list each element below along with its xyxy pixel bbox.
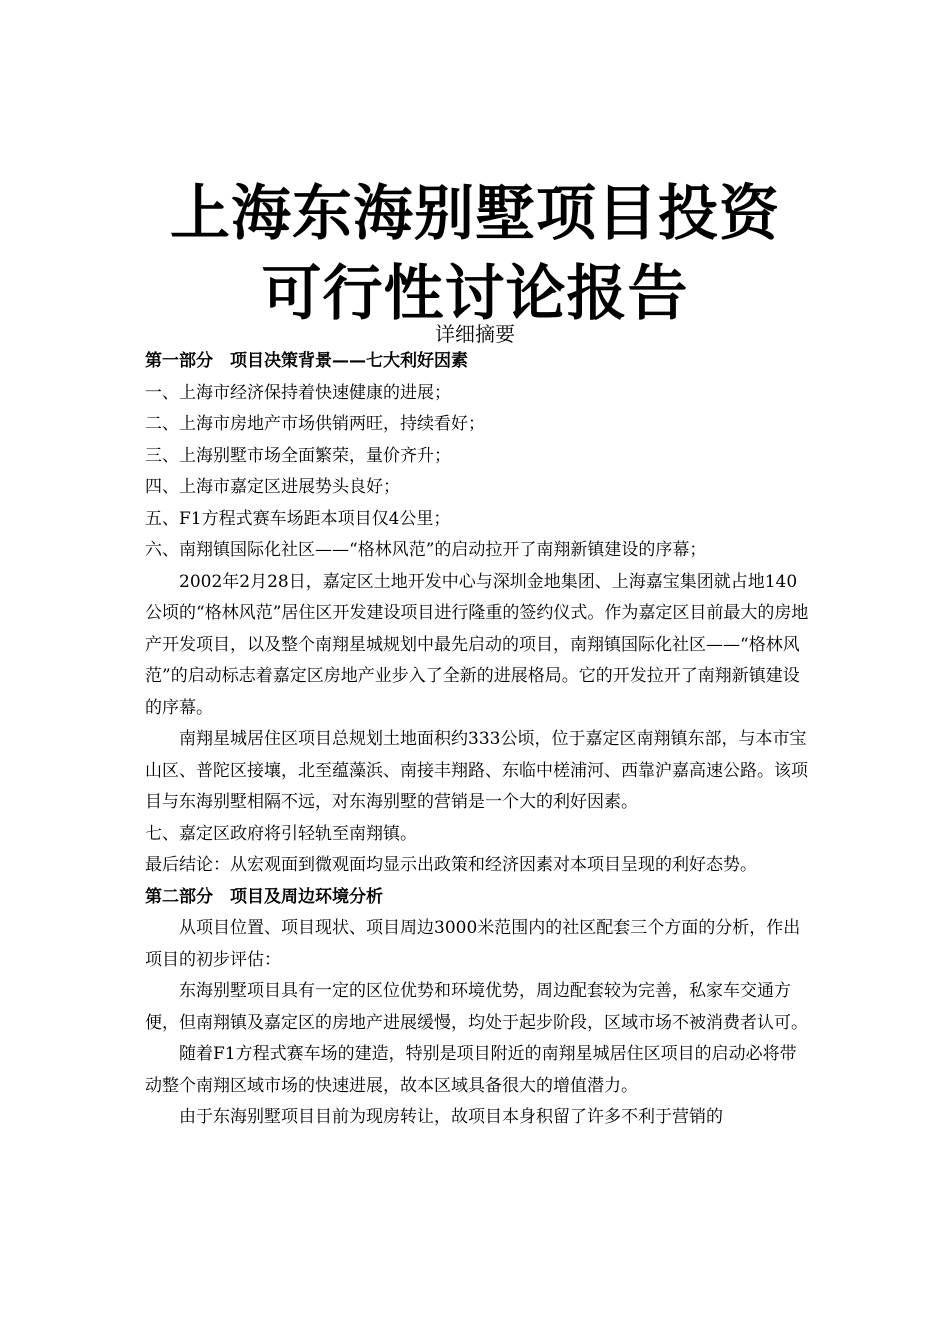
section-heading-part-2: 第二部分 项目及周边环境分析 [145,886,383,907]
list-item: 七、嘉定区政府将引轻轨至南翔镇。 [145,823,417,844]
paragraph: 随着F1方程式赛车场的建造，特别是项目附近的南翔星城居住区项目的启动必将带动整个南翔区域市场的快速进展，故本区域具备很大的增值潜力。 [145,1044,797,1096]
list-item: 二、上海市房地产市场供销两旺，持续看好； [145,414,485,434]
document-subtitle: 详细摘要 [435,322,515,346]
paragraph: 由于东海别墅项目目前为现房转让，故项目本身积留了许多不利于营销的 [179,1107,723,1127]
paragraph: 东海别墅项目具有一定的区位优势和环境优势，周边配套较为完善，私家车交通方便，但南翔镇及嘉定区的房地产进展缓慢，均处于起步阶段，区域市场不被消费者认可。 [145,981,808,1033]
document-body [145,346,813,1134]
document-title-line-1: 上海东海别墅项目投资 [170,179,780,249]
paragraph: 2002年2月28日，嘉定区土地开发中心与深圳金地集团、上海嘉宝集团就占地140公顷的“格林风范”居住区开发建设项目进行隆重的签约仪式。作为嘉定区目前最大的房地产开发项目，以及整个南翔星城规划中最先启动的项目，南翔镇国际化社区——“格林风范”的启动标志着嘉定区房地产业步入了全新的进展格局。它的开发拉开了南翔新镇建设的序幕。 [145,571,809,718]
section-heading-part-1: 第一部分 项目决策背景——七大利好因素 [145,351,468,371]
list-item: 四、上海市嘉定区进展势头良好； [145,477,400,497]
document-title-line-2: 可行性讨论报告 [261,259,689,329]
list-item: 六、南翔镇国际化社区——“格林风范”的启动拉开了南翔新镇建设的序幕； [145,540,707,560]
list-item: 一、上海市经济保持着快速健康的进展； [145,382,451,403]
paragraph: 从项目位置、项目现状、项目周边3000米范围内的社区配套三个方面的分析，作出项目的初步评估： [145,918,801,970]
conclusion-paragraph: 最后结论：从宏观面到微观面均显示出政策和经济因素对本项目呈现的利好态势。 [145,855,757,875]
paragraph: 南翔星城居住区项目总规划土地面积约333公顷，位于嘉定区南翔镇东部，与本市宝山区、普陀区接壤，北至蕴藻浜、南接丰翔路、东临中槎浦河、西靠沪嘉高速公路。该项目与东海别墅相隔不远，对东海别墅的营销是一个大的利好因素。 [145,729,808,812]
list-item: 三、上海别墅市场全面繁荣，量价齐升； [145,445,451,466]
list-item: 五、F1方程式赛车场距本项目仅4公里； [145,508,451,529]
